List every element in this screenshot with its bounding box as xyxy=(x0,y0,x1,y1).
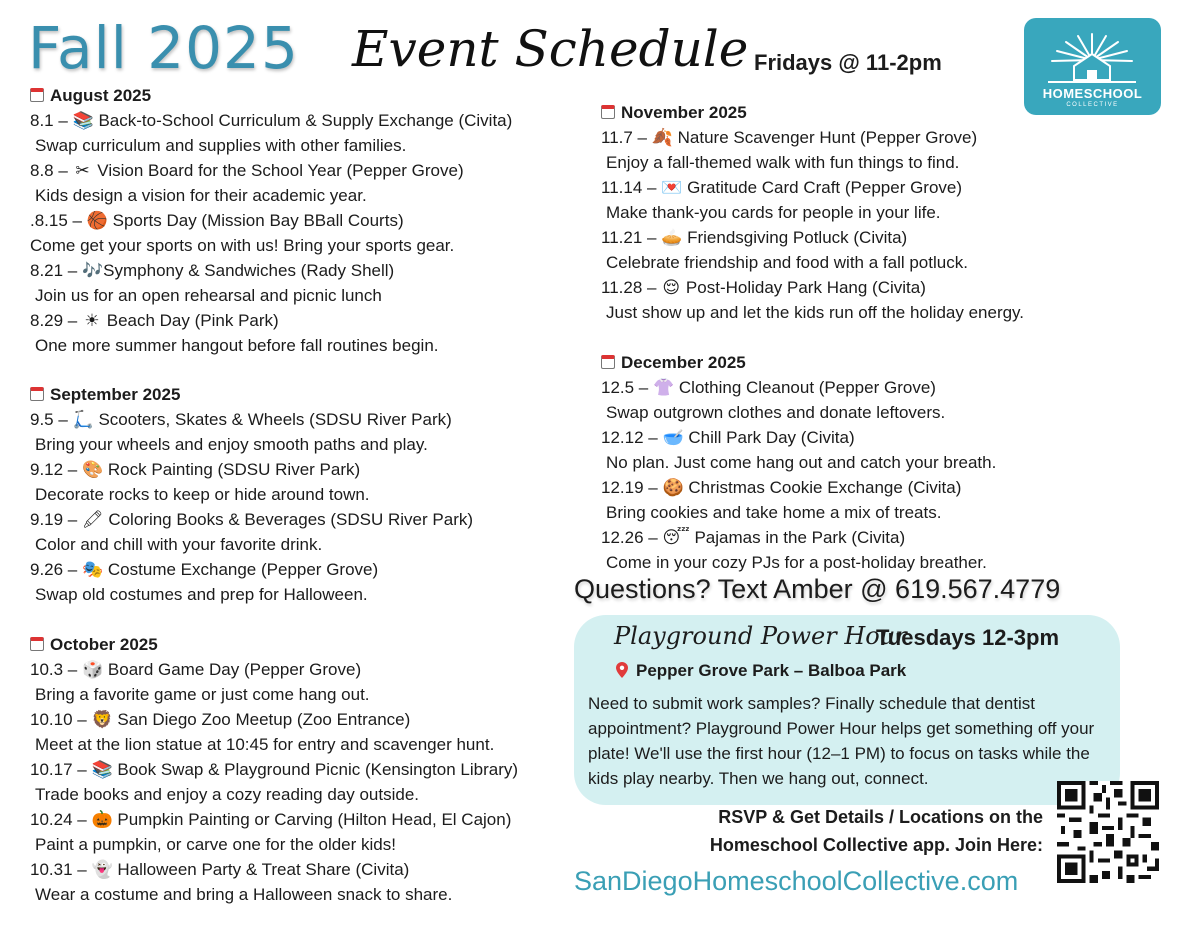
event-description: Bring a favorite game or just come hang out. xyxy=(35,685,370,704)
theater-masks-icon: 🎭 xyxy=(82,560,104,580)
event-description: Wear a costume and bring a Halloween snack to share. xyxy=(35,885,453,904)
dice-icon: 🎲 xyxy=(82,660,104,680)
event-description: Swap curriculum and supplies with other families. xyxy=(35,136,407,155)
event-description: Swap outgrown clothes and donate leftovers. xyxy=(606,403,946,422)
website-link[interactable]: SanDiegoHomeschoolCollective.com xyxy=(574,866,1019,896)
meeting-time: Fridays @ 11-2pm xyxy=(754,50,942,75)
event-description: Meet at the lion statue at 10:45 for entry and scavenger hunt. xyxy=(35,735,495,754)
lion-icon: 🦁 xyxy=(91,710,113,730)
logo-text-main: HOMESCHOOL xyxy=(1042,86,1143,101)
month-block-october xyxy=(30,635,518,907)
event-row: 11.21 – 🥧 Friendsgiving Potluck (Civita) xyxy=(601,225,1024,250)
calendar-icon xyxy=(30,387,44,401)
event-row: 12.5 – 👚 Clothing Cleanout (Pepper Grove) xyxy=(601,375,996,400)
calendar-icon xyxy=(30,637,44,651)
logo-text-sub: COLLECTIVE xyxy=(1066,102,1119,108)
power-hour-description: Need to submit work samples? Finally schedule that dentist appointment? Playground Power Hour helps get something off your plate! We'll use the first hour (12–1 PM) to focus on tasks while the kids play nearby. Then we hang out, connect. xyxy=(588,694,1095,788)
event-description: Enjoy a fall-themed walk with fun things to find. xyxy=(606,153,960,172)
event-description: Color and chill with your favorite drink. xyxy=(35,535,323,554)
event-row: 10.24 – 🎃 Pumpkin Painting or Carving (Hilton Head, El Cajon) xyxy=(30,807,518,832)
event-row: 10.10 – 🦁 San Diego Zoo Meetup (Zoo Entrance) xyxy=(30,707,518,732)
rsvp-line-1: RSVP & Get Details / Locations on the xyxy=(718,807,1043,827)
crayon-icon: 🖍 xyxy=(82,510,104,530)
sun-icon: ☀ xyxy=(84,311,100,331)
map-pin-icon xyxy=(616,662,628,678)
event-row: 8.21 – 🎶Symphony & Sandwiches (Rady Shell) xyxy=(30,258,512,283)
month-heading: October 2025 xyxy=(30,635,518,657)
ghost-icon: 👻 xyxy=(91,860,113,880)
event-description: Make thank-you cards for people in your life. xyxy=(606,203,941,222)
power-hour-title: Playground Power Hour xyxy=(614,622,907,650)
event-description: Join us for an open rehearsal and picnic lunch xyxy=(35,286,382,305)
event-row: 12.19 – 🍪 Christmas Cookie Exchange (Civita) xyxy=(601,475,996,500)
event-row: 10.31 – 👻 Halloween Party & Treat Share (Civita) xyxy=(30,857,518,882)
event-description: Bring your wheels and enjoy smooth paths and play. xyxy=(35,435,428,454)
basketball-icon: 🏀 xyxy=(86,211,108,231)
sleeping-face-icon: 😴 xyxy=(662,528,690,548)
event-row: 11.28 – 😌 Post-Holiday Park Hang (Civita) xyxy=(601,275,1024,300)
books-icon: 📚 xyxy=(72,111,94,131)
event-row: 12.26 – 😴 Pajamas in the Park (Civita) xyxy=(601,525,996,550)
scooter-icon: 🛴 xyxy=(72,410,94,430)
event-row: 10.3 – 🎲 Board Game Day (Pepper Grove) xyxy=(30,657,518,682)
event-row: 10.17 – 📚 Book Swap & Playground Picnic (Kensington Library) xyxy=(30,757,518,782)
month-block-november xyxy=(601,103,1024,325)
month-heading: August 2025 xyxy=(30,86,512,108)
event-description: Just show up and let the kids run off the holiday energy. xyxy=(606,303,1025,322)
sunrise-house-icon xyxy=(1042,30,1142,86)
event-row: 12.12 – 🥣 Chill Park Day (Civita) xyxy=(601,425,996,450)
event-row: 8.29 – ☀ Beach Day (Pink Park) xyxy=(30,308,512,333)
event-description: Trade books and enjoy a cozy reading day outside. xyxy=(35,785,420,804)
event-row: 9.5 – 🛴 Scooters, Skates & Wheels (SDSU River Park) xyxy=(30,407,473,432)
event-description: No plan. Just come hang out and catch your breath. xyxy=(606,453,997,472)
leaves-icon: 🍂 xyxy=(651,128,673,148)
calendar-icon xyxy=(601,105,615,119)
pie-icon: 🥧 xyxy=(661,228,683,248)
event-description: Paint a pumpkin, or carve one for the older kids! xyxy=(35,835,396,854)
event-row: 11.14 – 💌 Gratitude Card Craft (Pepper Grove) xyxy=(601,175,1024,200)
palette-icon: 🎨 xyxy=(82,460,104,480)
power-hour-time: Tuesdays 12-3pm xyxy=(876,625,1060,650)
month-block-december xyxy=(601,353,996,575)
event-row: 9.19 – 🖍 Coloring Books & Beverages (SDSU River Park) xyxy=(30,507,473,532)
books-icon: 📚 xyxy=(91,760,113,780)
season-title: Fall 2025 xyxy=(28,14,299,82)
contact-line: Questions? Text Amber @ 619.567.4779 xyxy=(574,574,1061,604)
power-hour-location: Pepper Grove Park – Balboa Park xyxy=(616,661,906,681)
bowl-icon: 🥣 xyxy=(662,428,684,448)
event-row: .8.15 – 🏀 Sports Day (Mission Bay BBall Courts) xyxy=(30,208,512,233)
shirt-icon: 👚 xyxy=(653,378,675,398)
event-row: 9.12 – 🎨 Rock Painting (SDSU River Park) xyxy=(30,457,473,482)
homeschool-collective-logo xyxy=(1024,18,1161,115)
month-heading: December 2025 xyxy=(601,353,996,375)
month-heading: November 2025 xyxy=(601,103,1024,125)
event-description: Bring cookies and take home a mix of treats. xyxy=(606,503,942,522)
calendar-icon xyxy=(601,355,615,369)
calendar-icon xyxy=(30,88,44,102)
music-notes-icon: 🎶 xyxy=(82,261,104,281)
event-description: Celebrate friendship and food with a fall potluck. xyxy=(606,253,968,272)
month-heading: September 2025 xyxy=(30,385,473,407)
rsvp-line-2: Homeschool Collective app. Join Here: xyxy=(709,835,1043,855)
event-row: 8.1 – 📚 Back-to-School Curriculum & Supply Exchange (Civita) xyxy=(30,108,512,133)
scissors-icon: ✂ xyxy=(75,161,90,181)
event-description: One more summer hangout before fall routines begin. xyxy=(35,336,439,355)
event-description: Kids design a vision for their academic year. xyxy=(35,186,367,205)
relieved-face-icon: 😌 xyxy=(662,278,681,298)
month-block-september xyxy=(30,385,473,607)
event-description: Come in your cozy PJs for a post-holiday breather. xyxy=(606,553,987,572)
month-block-august xyxy=(30,86,512,358)
event-description: Come get your sports on with us! Bring your sports gear. xyxy=(30,236,455,255)
schedule-title: Event Schedule xyxy=(352,20,749,78)
event-row: 11.7 – 🍂 Nature Scavenger Hunt (Pepper Grove) xyxy=(601,125,1024,150)
love-letter-icon: 💌 xyxy=(661,178,683,198)
pumpkin-icon: 🎃 xyxy=(91,810,113,830)
event-row: 8.8 – ✂ Vision Board for the School Year (Pepper Grove) xyxy=(30,158,512,183)
cookie-icon: 🍪 xyxy=(662,478,684,498)
event-row: 9.26 – 🎭 Costume Exchange (Pepper Grove) xyxy=(30,557,473,582)
event-description: Decorate rocks to keep or hide around town. xyxy=(35,485,370,504)
event-description: Swap old costumes and prep for Halloween. xyxy=(35,585,368,604)
qr-code[interactable] xyxy=(1057,781,1159,883)
